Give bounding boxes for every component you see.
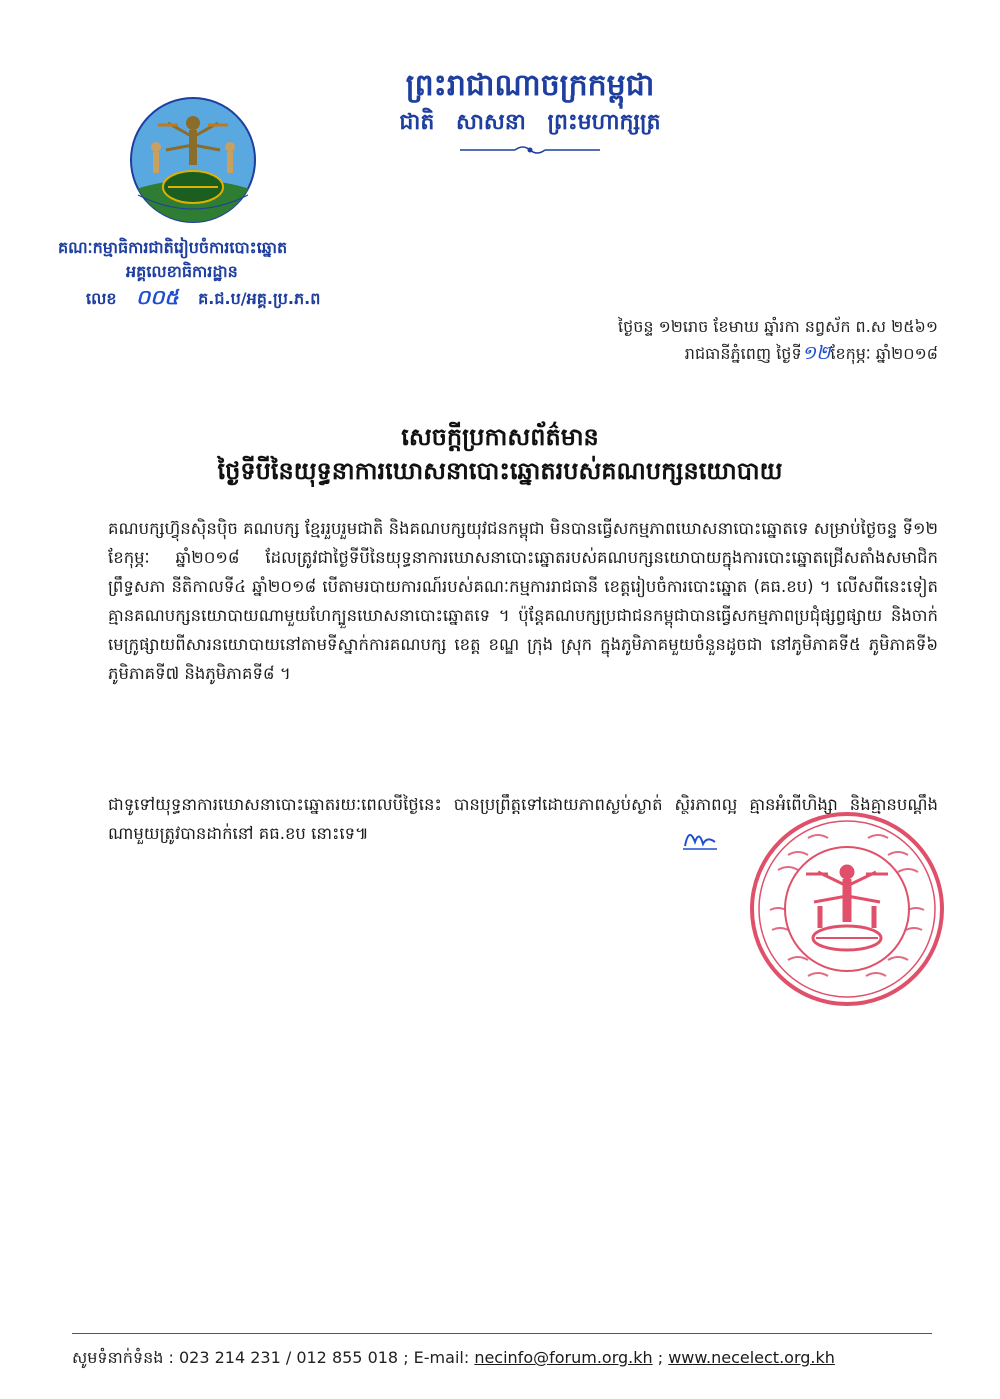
reference-number: [86, 284, 378, 312]
solar-date: [498, 340, 938, 367]
email-link[interactable]: necinfo@forum.org.kh: [474, 1348, 653, 1367]
official-seal-icon: [748, 810, 946, 1008]
document-title: [140, 420, 860, 488]
footer-separator: ;: [652, 1348, 669, 1367]
national-motto: ជាតិ សាសនា ព្រះមហាក្សត្រ: [399, 109, 661, 135]
body-paragraph-2: ជាទូទៅយុទ្ធនាការឃោសនាបោះឆ្នោតរយៈពេលបីថ្ងៃនេះ បានប្រព្រឹត្តទៅដោយភាពស្ងប់ស្ងាត់ ស្ថិរភាពល្អ គ្មានអំពើហិង្សា និងគ្មានបណ្ដឹងណាមួយត្រូវបានដាក់នៅ គធ.ខប នោះទេ៕: [108, 795, 938, 843]
date-block: [498, 314, 938, 367]
body-paragraph-1: គណបក្សហ៊្វុនស៊ិនប៉ិច គណបក្ស ខ្មែររួបរួមជាតិ និងគណបក្សយុវជនកម្ពុជា មិនបានធ្វើសកម្មភាពឃោសនាបោះឆ្នោតទេ សម្រាប់ថ្ងៃចន្ទ ទី១២ ខែកុម្ភៈ ឆ្នាំ២០១៨ ដែលត្រូវជាថ្ងៃទីបីនៃយុទ្ធនាការឃោសនាបោះឆ្នោតរបស់គណបក្សនយោបាយក្នុងការបោះឆ្នោតជ្រើសតាំងសមាជិកព្រឹទ្ធសភា នីតិកាលទី៤ ឆ្នាំ២០១៨ បើតាមរបាយការណ៍របស់គណៈកម្មការរាជធានី ខេត្តរៀបចំការបោះឆ្នោត (គធ.ខប) ។ លើសពីនេះទៀតគ្មានគណបក្សនយោបាយណាមួយហែក្បួនឃោសនាបោះឆ្នោតទេ ។ ប៉ុន្តែគណបក្សប្រជាជនកម្ពុជាបានធ្វើសកម្មភាពប្រជុំផ្សព្វផ្សាយ និងចាក់មេក្រូផ្សាយពីសារនយោបាយនៅតាមទីស្នាក់ការគណបក្ស ខេត្ត ខណ្ឌ ក្រុង ស្រុក ក្នុងភូមិភាគមួយចំនួនដូចជា នៅភូមិភាគទី៥ ភូមិភាគទី៦ ភូមិភាគទី៧ និងភូមិភាគទី៨ ។: [108, 519, 938, 683]
ref-prefix: លេខ: [86, 289, 117, 308]
kingdom-title: ព្រះរាជាណាចក្រកម្ពុជា: [405, 68, 655, 103]
footer-divider: [72, 1333, 932, 1334]
ref-suffix: គ.ជ.ប/អគ្គ.ប្រ.ភ.ព: [198, 289, 321, 308]
solar-date-prefix: រាជធានីភ្នំពេញ ថ្ងៃទី: [684, 344, 802, 363]
website-link[interactable]: www.necelect.org.kh: [668, 1348, 835, 1367]
ornament-divider-icon: [455, 144, 605, 156]
footer-contact: [72, 1347, 932, 1369]
lunar-date: ថ្ងៃចន្ទ ១២រោច ខែមាឃ ឆ្នាំរកា នព្វស័ក ព.ស ២៥៦១: [618, 317, 938, 336]
organization-block: [58, 236, 378, 312]
contact-text: សូមទំនាក់ទំនង : 023 214 231 / 012 855 018 ; E-mail:: [72, 1348, 475, 1367]
ref-number-handwritten: ០០៥: [136, 285, 179, 309]
title-line-2: ថ្ងៃទីបីនៃយុទ្ធនាការឃោសនាបោះឆ្នោតរបស់គណបក្សនយោបាយ: [217, 457, 783, 485]
kingdom-header: [370, 66, 690, 160]
nec-logo-icon: [128, 95, 258, 225]
title-line-1: សេចក្ដីប្រកាសព័ត៌មាន: [401, 423, 599, 451]
solar-day-handwritten: ១២: [801, 342, 831, 364]
organization-name: គណៈកម្មាធិការជាតិរៀបចំការបោះឆ្នោត: [58, 238, 288, 257]
initial-signature-icon: [681, 822, 721, 852]
solar-date-suffix: ខែកុម្ភៈ ឆ្នាំ២០១៨: [830, 344, 938, 363]
department-name: អគ្គលេខាធិការដ្ឋាន: [126, 262, 238, 281]
